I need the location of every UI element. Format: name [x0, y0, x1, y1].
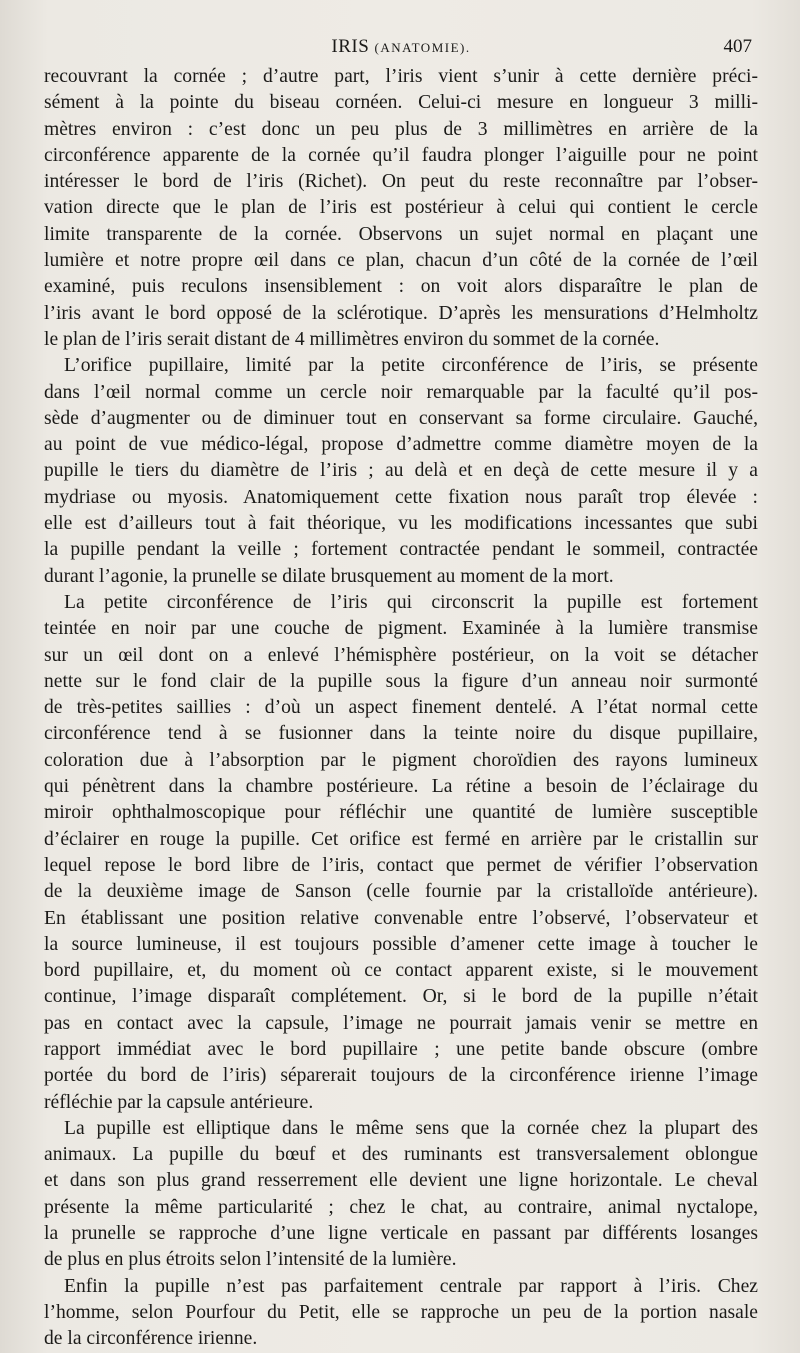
text-line: l’homme, selon Pourfour du Petit, elle se rapproche un peu de la portion nasale: [44, 1301, 758, 1323]
text-line: qui pénètrent dans la chambre postérieure. La rétine a besoin de l’éclairage du: [44, 776, 758, 798]
text-line: rapport immédiat avec le bord pupillaire ; une petite bande obscure (ombre: [44, 1038, 758, 1060]
text-line: miroir ophthalmoscopique pour réfléchir une quantité de lumière susceptible: [44, 802, 758, 824]
text-line: portée du bord de l’iris) séparerait toujours de la circonférence irienne l’image: [44, 1065, 758, 1087]
running-title-main: IRIS: [331, 36, 370, 57]
text-line: recouvrant la cornée ; d’autre part, l’iris vient s’unir à cette dernière préci-: [44, 66, 758, 87]
text-line: animaux. La pupille du bœuf et des ruminants est transversalement oblongue: [44, 1144, 758, 1166]
text-line: le plan de l’iris serait distant de 4 millimètres environ du sommet de la cornée.: [44, 328, 660, 350]
text-line: La pupille est elliptique dans le même sens que la cornée chez la plupart des: [64, 1117, 758, 1139]
text-line: de la deuxième image de Sanson (celle fournie par la cristalloïde antérieure).: [44, 881, 758, 903]
text-line: continue, l’image disparaît complétement. Or, si le bord de la pupille n’était: [44, 986, 758, 1008]
text-line: et dans son plus grand resserrement elle devient une ligne horizontale. Le cheval: [44, 1170, 758, 1192]
text-line: limite transparente de la cornée. Observons un sujet normal en plaçant une: [44, 223, 758, 245]
text-line: la prunelle se rapproche d’une ligne verticale en passant par différents losanges: [44, 1223, 758, 1245]
running-title: [44, 30, 758, 65]
text-line: présente la même particularité ; chez le chat, au contraire, animal nyctalope,: [44, 1196, 758, 1218]
text-line: nette sur le fond clair de la pupille sous la figure d’un anneau noir surmonté: [44, 670, 758, 692]
text-line: de plus en plus étroits selon l’intensité de la lumière.: [44, 1249, 457, 1271]
text-line: l’iris avant le bord opposé de la sclérotique. D’après les mensurations d’Helmholtz: [44, 302, 758, 324]
text-line: circonférence apparente de la cornée qu’il faudra plonger l’aiguille pour ne point: [44, 144, 758, 166]
text-line: intéresser le bord de l’iris (Richet). On peut du reste reconnaître par l’obser-: [44, 171, 758, 193]
text-line: dans l’œil normal comme un cercle noir remarquable par la faculté qu’il pos-: [44, 381, 758, 403]
page-number: 407: [723, 36, 752, 57]
text-line: lequel repose le bord libre de l’iris, contact que permet de vérifier l’observation: [44, 854, 758, 876]
text-line: réfléchie par la capsule antérieure.: [44, 1091, 314, 1113]
text-line: examiné, puis reculons insensiblement : on voit alors disparaître le plan de: [44, 276, 758, 298]
running-title-sub: (ANATOMIE).: [374, 40, 471, 55]
text-line: au point de vue médico-légal, propose d’admettre comme diamètre moyen de la: [44, 434, 758, 456]
text-line: la pupille pendant la veille ; fortement contractée pendant le sommeil, contractée: [44, 539, 758, 561]
text-line: pas en contact avec la capsule, l’image ne pourrait jamais venir se mettre en: [44, 1012, 758, 1034]
body-text: [44, 64, 758, 1353]
text-line: mydriase ou myosis. Anatomiquement cette fixation nous paraît trop élevée :: [44, 486, 758, 508]
text-line: L’orifice pupillaire, limité par la petite circonférence de l’iris, se présente: [64, 355, 758, 377]
text-line: sur un œil dont on a enlevé l’hémisphère postérieur, on la voit se détacher: [44, 644, 758, 666]
text-line: d’éclairer en rouge la pupille. Cet orifice est fermé en arrière par le cristallin sur: [44, 828, 758, 850]
text-line: teintée en noir par une couche de pigment. Examinée à la lumière transmise: [44, 618, 758, 640]
text-line: vation directe que le plan de l’iris est postérieur à celui qui contient le cercle: [44, 197, 758, 219]
text-line: la source lumineuse, il est toujours possible d’amener cette image à toucher le: [44, 933, 758, 955]
text-line: circonférence tend à se fusionner dans la teinte noire du disque pupillaire,: [44, 723, 758, 745]
running-header: [44, 30, 758, 64]
text-line: La petite circonférence de l’iris qui circonscrit la pupille est fortement: [64, 591, 758, 613]
text-line: de la circonférence irienne.: [44, 1328, 258, 1350]
text-line: lumière et notre propre œil dans ce plan, chacun d’un côté de la cornée de l’œil: [44, 250, 758, 272]
text-line: sède d’augmenter ou de diminuer tout en conservant sa forme circulaire. Gauché,: [44, 407, 758, 429]
text-line: Enfin la pupille n’est pas parfaitement centrale par rapport à l’iris. Chez: [64, 1275, 758, 1297]
text-line: mètres environ : c’est donc un peu plus de 3 millimètres en arrière de la: [44, 118, 758, 140]
text-line: de très-petites saillies : d’où un aspect finement dentelé. A l’état normal cette: [44, 697, 758, 719]
text-line: coloration due à l’absorption par le pigment choroïdien des rayons lumineux: [44, 749, 758, 771]
text-line: elle est d’ailleurs tout à fait théorique, vu les modifications incessantes que subi: [44, 513, 758, 535]
text-line: pupille le tiers du diamètre de l’iris ; au delà et en deçà de cette mesure il y a: [44, 460, 758, 482]
text-line: sément à la pointe du biseau cornéen. Celui-ci mesure en longueur 3 milli-: [44, 92, 758, 114]
text-line: bord pupillaire, et, du moment où ce contact apparent existe, si le mouvement: [44, 960, 758, 982]
text-line: durant l’agonie, la prunelle se dilate brusquement au moment de la mort.: [44, 565, 614, 587]
text-line: En établissant une position relative convenable entre l’observé, l’observateur et: [44, 907, 758, 929]
